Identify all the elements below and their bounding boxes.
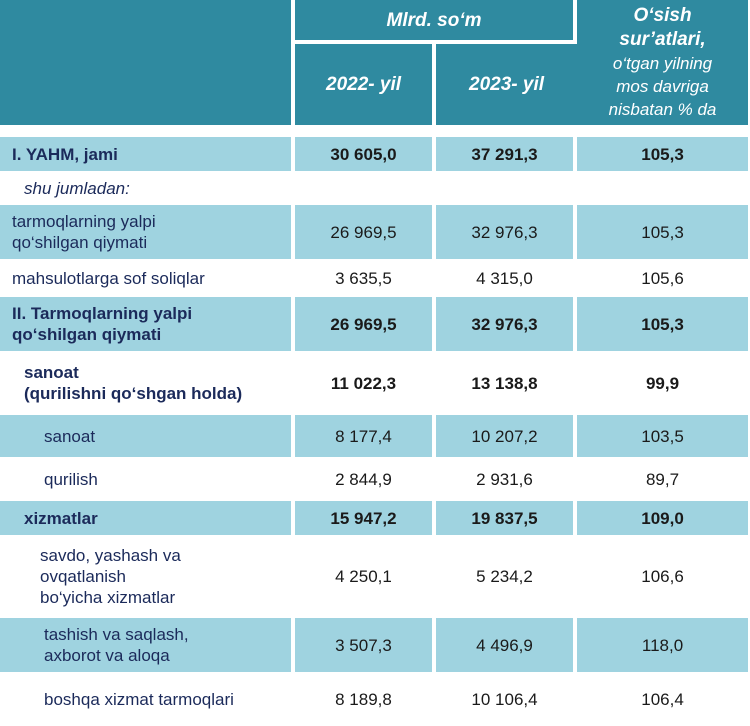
value-2023: 4 315,0 — [436, 263, 577, 297]
row-label: sanoat (qurilishni qo‘shgan holda) — [0, 355, 295, 415]
growth-sub-1: o‘tgan yilning — [612, 54, 713, 73]
value-2022: 15 947,2 — [295, 501, 436, 539]
value-2022: 11 022,3 — [295, 355, 436, 415]
value-2022: 26 969,5 — [295, 205, 436, 263]
table-row — [0, 676, 748, 726]
table-row — [0, 355, 748, 415]
growth-sub-3: nisbatan % da — [608, 100, 717, 119]
value-2023: 37 291,3 — [436, 129, 577, 175]
growth-value: 99,9 — [577, 355, 748, 415]
growth-header — [577, 0, 748, 129]
value-2022: 26 969,5 — [295, 297, 436, 355]
table-row — [0, 415, 748, 461]
row-label: tashish va saqlash, axborot va aloqa — [0, 618, 295, 676]
growth-title-1: O‘sish — [633, 5, 692, 26]
row-label: tarmoqlarning yalpi qo‘shilgan qiymati — [0, 205, 295, 263]
row-label: I. YAHM, jami — [0, 129, 295, 175]
header-empty-cell — [0, 0, 295, 129]
table-row — [0, 205, 748, 263]
table-row — [0, 461, 748, 501]
growth-title-2: sur’atlari, — [619, 29, 706, 50]
growth-value: 105,6 — [577, 263, 748, 297]
growth-value: 105,3 — [577, 297, 748, 355]
growth-value: 105,3 — [577, 205, 748, 263]
value-2022: 4 250,1 — [295, 539, 436, 618]
row-label: boshqa xizmat tarmoqlari — [0, 676, 295, 726]
row-label: II. Tarmoqlarning yalpi qo‘shilgan qiymati — [0, 297, 295, 355]
value-2022: 8 177,4 — [295, 415, 436, 461]
table-row — [0, 175, 748, 205]
table-row — [0, 263, 748, 297]
value-2023: 2 931,6 — [436, 461, 577, 501]
row-label: savdo, yashash va ovqatlanish bo‘yicha xizmatlar — [0, 539, 295, 618]
value-2023: 32 976,3 — [436, 297, 577, 355]
growth-value: 118,0 — [577, 618, 748, 676]
table-row — [0, 129, 748, 175]
row-label: xizmatlar — [0, 501, 295, 539]
header-row-1 — [0, 0, 748, 44]
value-2023: 10 207,2 — [436, 415, 577, 461]
value-2023: 13 138,8 — [436, 355, 577, 415]
value-2023: 19 837,5 — [436, 501, 577, 539]
unit-header: Mlrd. so‘m — [295, 0, 577, 44]
table-row — [0, 501, 748, 539]
growth-value: 109,0 — [577, 501, 748, 539]
growth-value: 103,5 — [577, 415, 748, 461]
value-2022: 3 635,5 — [295, 263, 436, 297]
year-2023-header: 2023- yil — [436, 44, 577, 129]
table-row — [0, 297, 748, 355]
value-2023: 10 106,4 — [436, 676, 577, 726]
growth-value: 106,6 — [577, 539, 748, 618]
growth-value: 106,4 — [577, 676, 748, 726]
value-2022: 30 605,0 — [295, 129, 436, 175]
table-row — [0, 618, 748, 676]
value-2023: 32 976,3 — [436, 205, 577, 263]
table-row — [0, 539, 748, 618]
value-2023: 5 234,2 — [436, 539, 577, 618]
row-label: sanoat — [0, 415, 295, 461]
year-2022-header: 2022- yil — [295, 44, 436, 129]
value-2023: 4 496,9 — [436, 618, 577, 676]
value-2022: 3 507,3 — [295, 618, 436, 676]
growth-sub-2: mos davriga — [616, 77, 709, 96]
growth-value: 89,7 — [577, 461, 748, 501]
row-label: shu jumladan: — [0, 175, 295, 205]
value-2022: 8 189,8 — [295, 676, 436, 726]
row-label: mahsulotlarga sof soliqlar — [0, 263, 295, 297]
value-2022: 2 844,9 — [295, 461, 436, 501]
row-label: qurilish — [0, 461, 295, 501]
growth-value: 105,3 — [577, 129, 748, 175]
